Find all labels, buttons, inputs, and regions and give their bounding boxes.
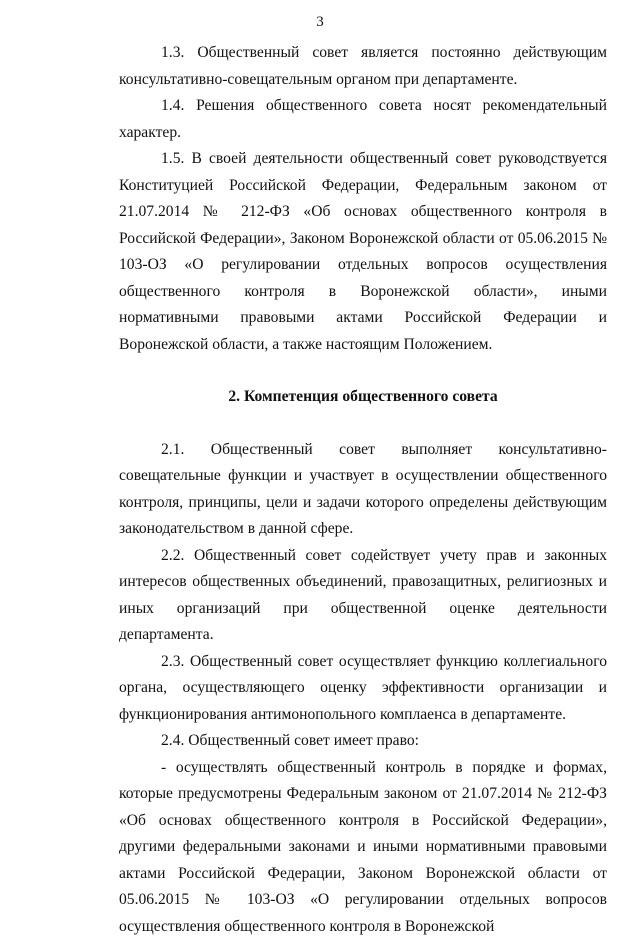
page-number: 3 bbox=[0, 14, 640, 31]
document-body bbox=[119, 40, 607, 940]
section-heading: 2. Компетенция общественного совета bbox=[119, 384, 607, 411]
paragraph-2-4: 2.4. Общественный совет имеет право: bbox=[119, 728, 607, 755]
paragraph-2-3: 2.3. Общественный совет осуществляет функцию коллегиального органа, осуществляющего оценку эффективности организации и функционирования антимонопольного комплаенса в департаменте. bbox=[119, 649, 607, 729]
spacer bbox=[119, 358, 607, 384]
paragraph-1-4: 1.4. Решения общественного совета носят рекомендательный характер. bbox=[119, 93, 607, 146]
paragraph-1-3: 1.3. Общественный совет является постоянно действующим консультативно-совещательным органом при департаменте. bbox=[119, 40, 607, 93]
spacer bbox=[119, 411, 607, 437]
paragraph-1-5: 1.5. В своей деятельности общественный совет руководствуется Конституцией Российской Федерации, Федеральным законом от 21.07.2014 № 212-ФЗ «Об основах общественного контроля в Российской Федерации», Законом Воронежской области от 05.06.2015 № 103-ОЗ «О регулировании отдельных вопросов осуществления общественного контроля в Воронежской области», иными нормативными правовыми актами Российской Федерации и Воронежской области, а также настоящим Положением. bbox=[119, 146, 607, 358]
paragraph-2-4-item: - осуществлять общественный контроль в порядке и формах, которые предусмотрены Федеральным законом от 21.07.2014 № 212-ФЗ «Об основах общественного контроля в Российской Федерации», другими федеральными законами и иными нормативными правовыми актами Российской Федерации, Законом Воронежской области от 05.06.2015 № 103-ОЗ «О регулировании отдельных вопросов осуществления общественного контроля в Воронежской bbox=[119, 755, 607, 940]
paragraph-2-1: 2.1. Общественный совет выполняет консультативно-совещательные функции и участвует в осуществлении общественного контроля, принципы, цели и задачи которого определены действующим законодательством в данной сфере. bbox=[119, 437, 607, 543]
paragraph-2-2: 2.2. Общественный совет содействует учету прав и законных интересов общественных объединений, правозащитных, религиозных и иных организаций при общественной оценке деятельности департамента. bbox=[119, 543, 607, 649]
